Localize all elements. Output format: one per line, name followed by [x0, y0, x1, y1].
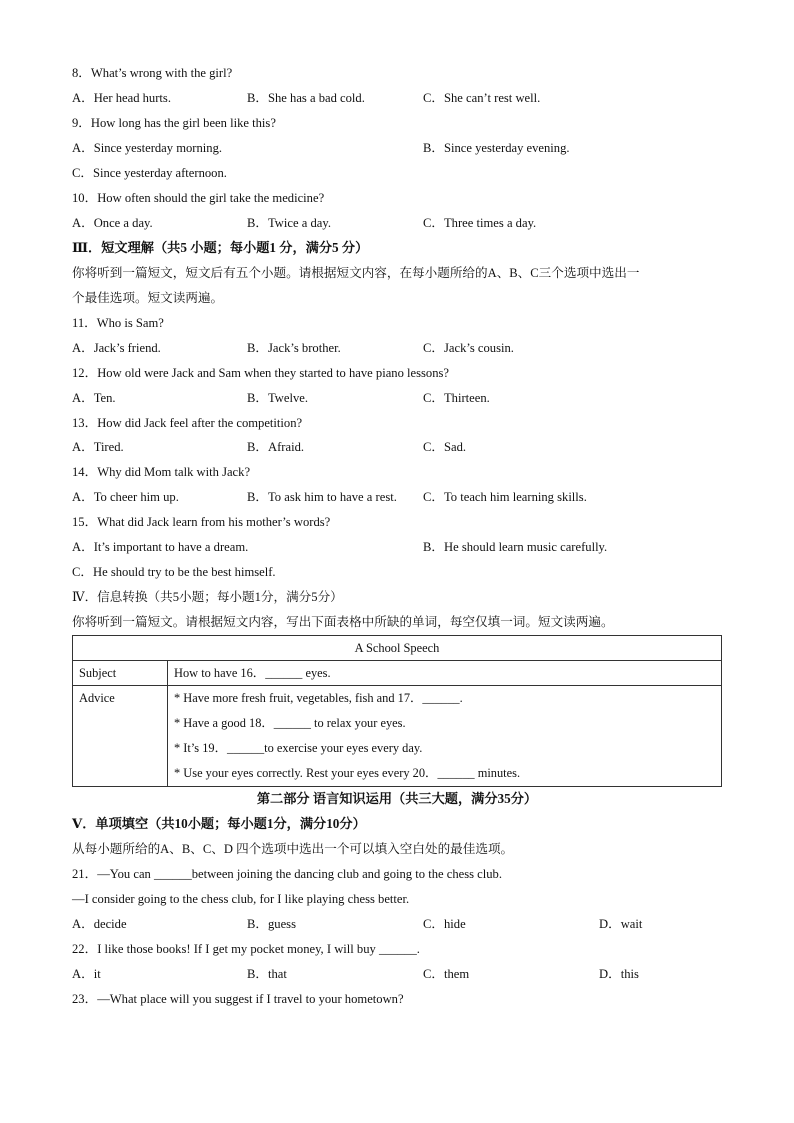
option-a: A．decide	[72, 917, 127, 931]
option-b: B．Since yesterday evening.	[423, 141, 570, 155]
question-text: 8．What’s wrong with the girl?	[72, 66, 233, 80]
question-text: 13．How did Jack feel after the competition?	[72, 416, 303, 430]
question-text: 11．Who is Sam?	[72, 316, 164, 330]
table-title: A School Speech	[73, 636, 722, 661]
section-5-title: Ⅴ．单项填空（共10小题；每小题1分，满分10分）	[72, 816, 366, 831]
option-a: A．Ten.	[72, 391, 116, 405]
advice-item: * Use your eyes correctly. Rest your eyes every 20．______ minutes.	[174, 766, 521, 780]
question-text: 22．I like those books! If I get my pocket money, I will buy ______.	[72, 942, 420, 956]
option-a: A．To cheer him up.	[72, 490, 179, 504]
advice-item: * Have a good 18．______ to relax your eyes.	[174, 716, 406, 730]
option-b: B．guess	[247, 917, 296, 931]
option-a: A．Tired.	[72, 440, 124, 454]
option-a: A．it	[72, 967, 101, 981]
option-c: C．Three times a day.	[423, 216, 537, 230]
option-c: C．hide	[423, 917, 466, 931]
section-3-instructions-cont: 个最佳选项。短文读两遍。	[72, 291, 224, 305]
section-4-instructions: 你将听到一篇短文。请根据短文内容，写出下面表格中所缺的单词，每空仅填一词。短文读两遍。	[72, 615, 614, 629]
question-text: 10．How often should the girl take the medicine?	[72, 191, 325, 205]
option-c: C．Sad.	[423, 440, 467, 454]
option-c: C．He should try to be the best himself.	[72, 565, 276, 579]
option-d: D．wait	[599, 917, 643, 931]
option-b: B．To ask him to have a rest.	[247, 490, 397, 504]
option-a: A．Jack’s friend.	[72, 341, 161, 355]
part-2-title: 第二部分 语言知识运用（共三大题，满分35分）	[256, 791, 538, 806]
subject-label: Subject	[73, 661, 168, 686]
section-5-instructions: 从每小题所给的A、B、C、D 四个选项中选出一个可以填入空白处的最佳选项。	[72, 842, 514, 856]
section-3-instructions: 你将听到一篇短文，短文后有五个小题。请根据短文内容，在每小题所给的A、B、C三个选项中选出一	[72, 266, 640, 280]
question-text: 9．How long has the girl been like this?	[72, 116, 276, 130]
question-text: 14．Why did Mom talk with Jack?	[72, 465, 251, 479]
info-table	[72, 635, 722, 787]
option-c: C．Jack’s cousin.	[423, 341, 514, 355]
option-b: B．Twelve.	[247, 391, 309, 405]
advice-item: * Have more fresh fruit, vegetables, fish and 17．______.	[174, 691, 463, 705]
question-text: 15．What did Jack learn from his mother’s words?	[72, 515, 331, 529]
section-4-title: Ⅳ．信息转换（共5小题；每小题1分，满分5分）	[72, 590, 343, 604]
question-text: 12．How old were Jack and Sam when they started to have piano lessons?	[72, 366, 450, 380]
option-c: C．Thirteen.	[423, 391, 490, 405]
option-c: C．She can’t rest well.	[423, 91, 541, 105]
option-a: A．Once a day.	[72, 216, 153, 230]
question-text: 23．—What place will you suggest if I travel to your hometown?	[72, 992, 404, 1006]
option-a: A．Since yesterday morning.	[72, 141, 223, 155]
option-a: A．It’s important to have a dream.	[72, 540, 249, 554]
option-b: B．that	[247, 967, 287, 981]
question-text-reply: —I consider going to the chess club, for I like playing chess better.	[72, 892, 410, 906]
question-text: 21．—You can ______between joining the dancing club and going to the chess club.	[72, 867, 502, 881]
option-b: B．Afraid.	[247, 440, 305, 454]
option-b: B．Twice a day.	[247, 216, 331, 230]
section-3-title: Ⅲ．短文理解（共5 小题；每小题1 分，满分5 分）	[72, 240, 369, 255]
option-d: D．this	[599, 967, 639, 981]
option-a: A．Her head hurts.	[72, 91, 171, 105]
advice-item: * It’s 19．______to exercise your eyes every day.	[174, 741, 423, 755]
option-b: B．She has a bad cold.	[247, 91, 365, 105]
option-c: C．Since yesterday afternoon.	[72, 166, 227, 180]
option-c: C．To teach him learning skills.	[423, 490, 587, 504]
option-c: C．them	[423, 967, 470, 981]
advice-list	[168, 686, 722, 787]
option-b: B．He should learn music carefully.	[423, 540, 608, 554]
subject-text: How to have 16．______ eyes.	[168, 661, 722, 686]
option-b: B．Jack’s brother.	[247, 341, 341, 355]
advice-label: Advice	[73, 686, 168, 787]
